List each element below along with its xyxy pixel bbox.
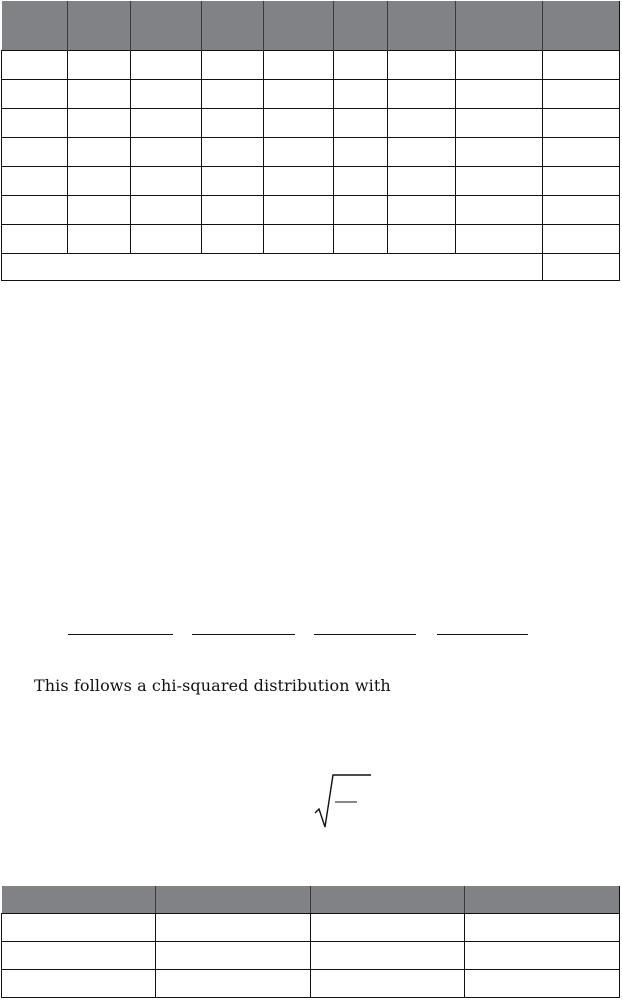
header-cell <box>156 886 311 914</box>
header-cell <box>334 1 388 51</box>
table-row <box>2 196 620 225</box>
header-cell <box>456 1 543 51</box>
table-row <box>2 970 620 998</box>
fraction-bar <box>437 634 528 635</box>
table-row <box>2 80 620 109</box>
header-cell <box>388 1 456 51</box>
header-cell <box>465 886 620 914</box>
header-cell <box>131 1 202 51</box>
square-root-icon <box>313 771 373 831</box>
table-header-row <box>2 886 620 914</box>
total-value-cell <box>543 254 620 281</box>
table-row <box>2 109 620 138</box>
fraction-bar <box>314 634 416 635</box>
table-total-row <box>2 254 620 281</box>
total-label-cell <box>2 254 543 281</box>
header-cell <box>2 1 68 51</box>
data-table-top <box>1 1 620 281</box>
header-cell <box>2 886 156 914</box>
table-row <box>2 914 620 942</box>
table-header-row <box>2 1 620 51</box>
data-table-bottom <box>1 886 620 998</box>
header-cell <box>202 1 264 51</box>
table-row <box>2 942 620 970</box>
header-cell <box>311 886 465 914</box>
table-row <box>2 167 620 196</box>
body-sentence: This follows a chi-squared distribution with <box>34 676 391 695</box>
header-cell <box>264 1 334 51</box>
table-row <box>2 225 620 254</box>
fraction-bar <box>192 634 295 635</box>
table-row <box>2 138 620 167</box>
fraction-bar <box>68 634 173 635</box>
table-row <box>2 51 620 80</box>
header-cell <box>543 1 620 51</box>
header-cell <box>68 1 131 51</box>
